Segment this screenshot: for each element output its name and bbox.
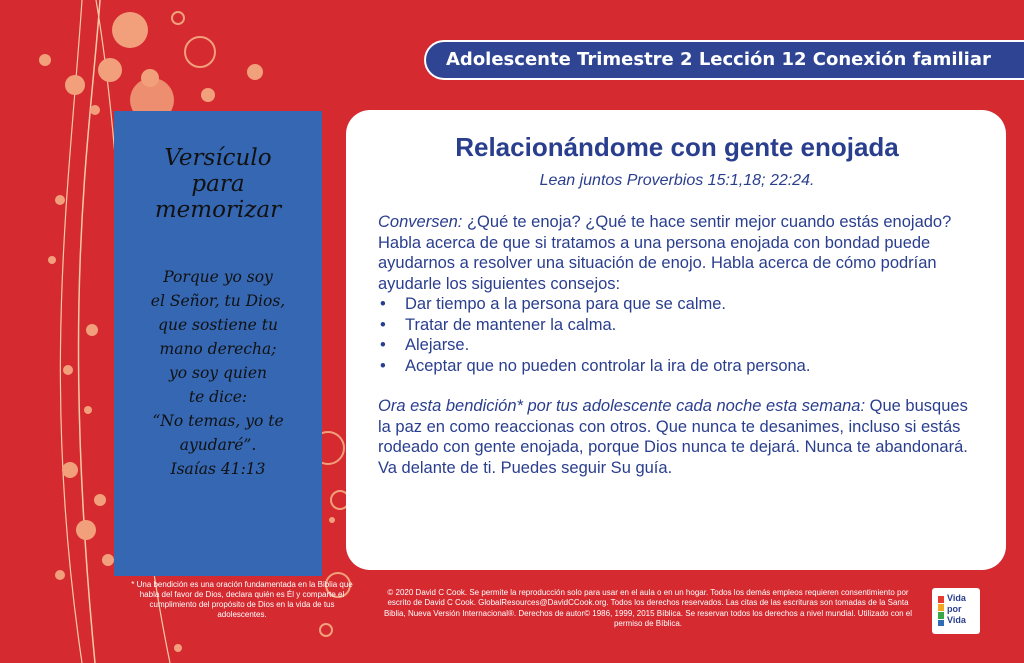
blessing-footnote: * Una bendición es una oración fundamentada en la Biblia que habla del favor de Dios, declara quién es Él y comparte el cumplimiento del propósito de Dios en la vida de tus adolescentes. [131, 580, 353, 619]
memory-verse-text: Porque yo soy el Señor, tu Dios, que sostiene tu mano derecha; yo soy quien te dice: “No temas, yo te ayudaré”. Isaías 41:13 [150, 268, 286, 478]
blessing-paragraph [378, 396, 976, 478]
blessing-lead: Ora esta bendición* por tus adolescente cada noche esta semana: [378, 397, 866, 415]
lesson-header: Adolescente Trimestre 2 Lección 12 Conexión familiar [424, 40, 1024, 80]
tip-item: • Tratar de mantener la calma. [378, 315, 976, 336]
scripture-reference: Lean juntos Proverbios 15:1,18; 22:24. [539, 172, 815, 189]
copyright-notice: © 2020 David C Cook. Se permite la reproducción solo para usar en el aula o en un hogar. Todos los demás empleos requieren consentimiento por escrito de David C Cook. GlobalResources@DavidCCook.org. Todos los derechos reservados. Las citas de las escrituras son tomadas de la Santa Biblia, Nueva Versión Internacional®. Derechos de autor© 1986, 1999, 2015 Bíblica. Se reservan todos los derechos a nivel mundial. Utilizado con el permiso de Bíblica. [383, 588, 913, 629]
memory-verse-title: Versículo para memorizar [154, 145, 282, 223]
blessing-text: Que busques la paz en como reaccionas con otros. Que nunca te desanimes, incluso si estás rodeado con gente enojada, porque Dios nunca te dejará. Nunca te abandonará. Va delante de ti. Puedes seguir Su guía. [378, 397, 968, 477]
discussion-lead: Conversen: [378, 213, 463, 231]
lesson-card [346, 110, 1006, 570]
tip-item: • Alejarse. [378, 335, 976, 356]
discussion-paragraph [378, 212, 976, 294]
tip-item: • Aceptar que no pueden controlar la ira de otra persona. [378, 356, 976, 377]
lesson-title: Relacionándome con gente enojada [455, 132, 899, 162]
logo-text: Vida por Vida [947, 593, 966, 625]
discussion-text: ¿Qué te enoja? ¿Qué te hace sentir mejor cuando estás enojado? Habla acerca de que si tratamos a una persona enojada con bondad puede ayudarnos a resolver una situación de enojo. Habla acerca de cómo podrían ayudarle los siguientes consejos: [378, 213, 952, 293]
tips-list [378, 294, 976, 376]
vida-por-vida-logo [932, 588, 980, 634]
memory-verse-box [114, 111, 322, 576]
tip-item: • Dar tiempo a la persona para que se calme. [378, 294, 976, 315]
logo-mark-icon [938, 596, 944, 626]
